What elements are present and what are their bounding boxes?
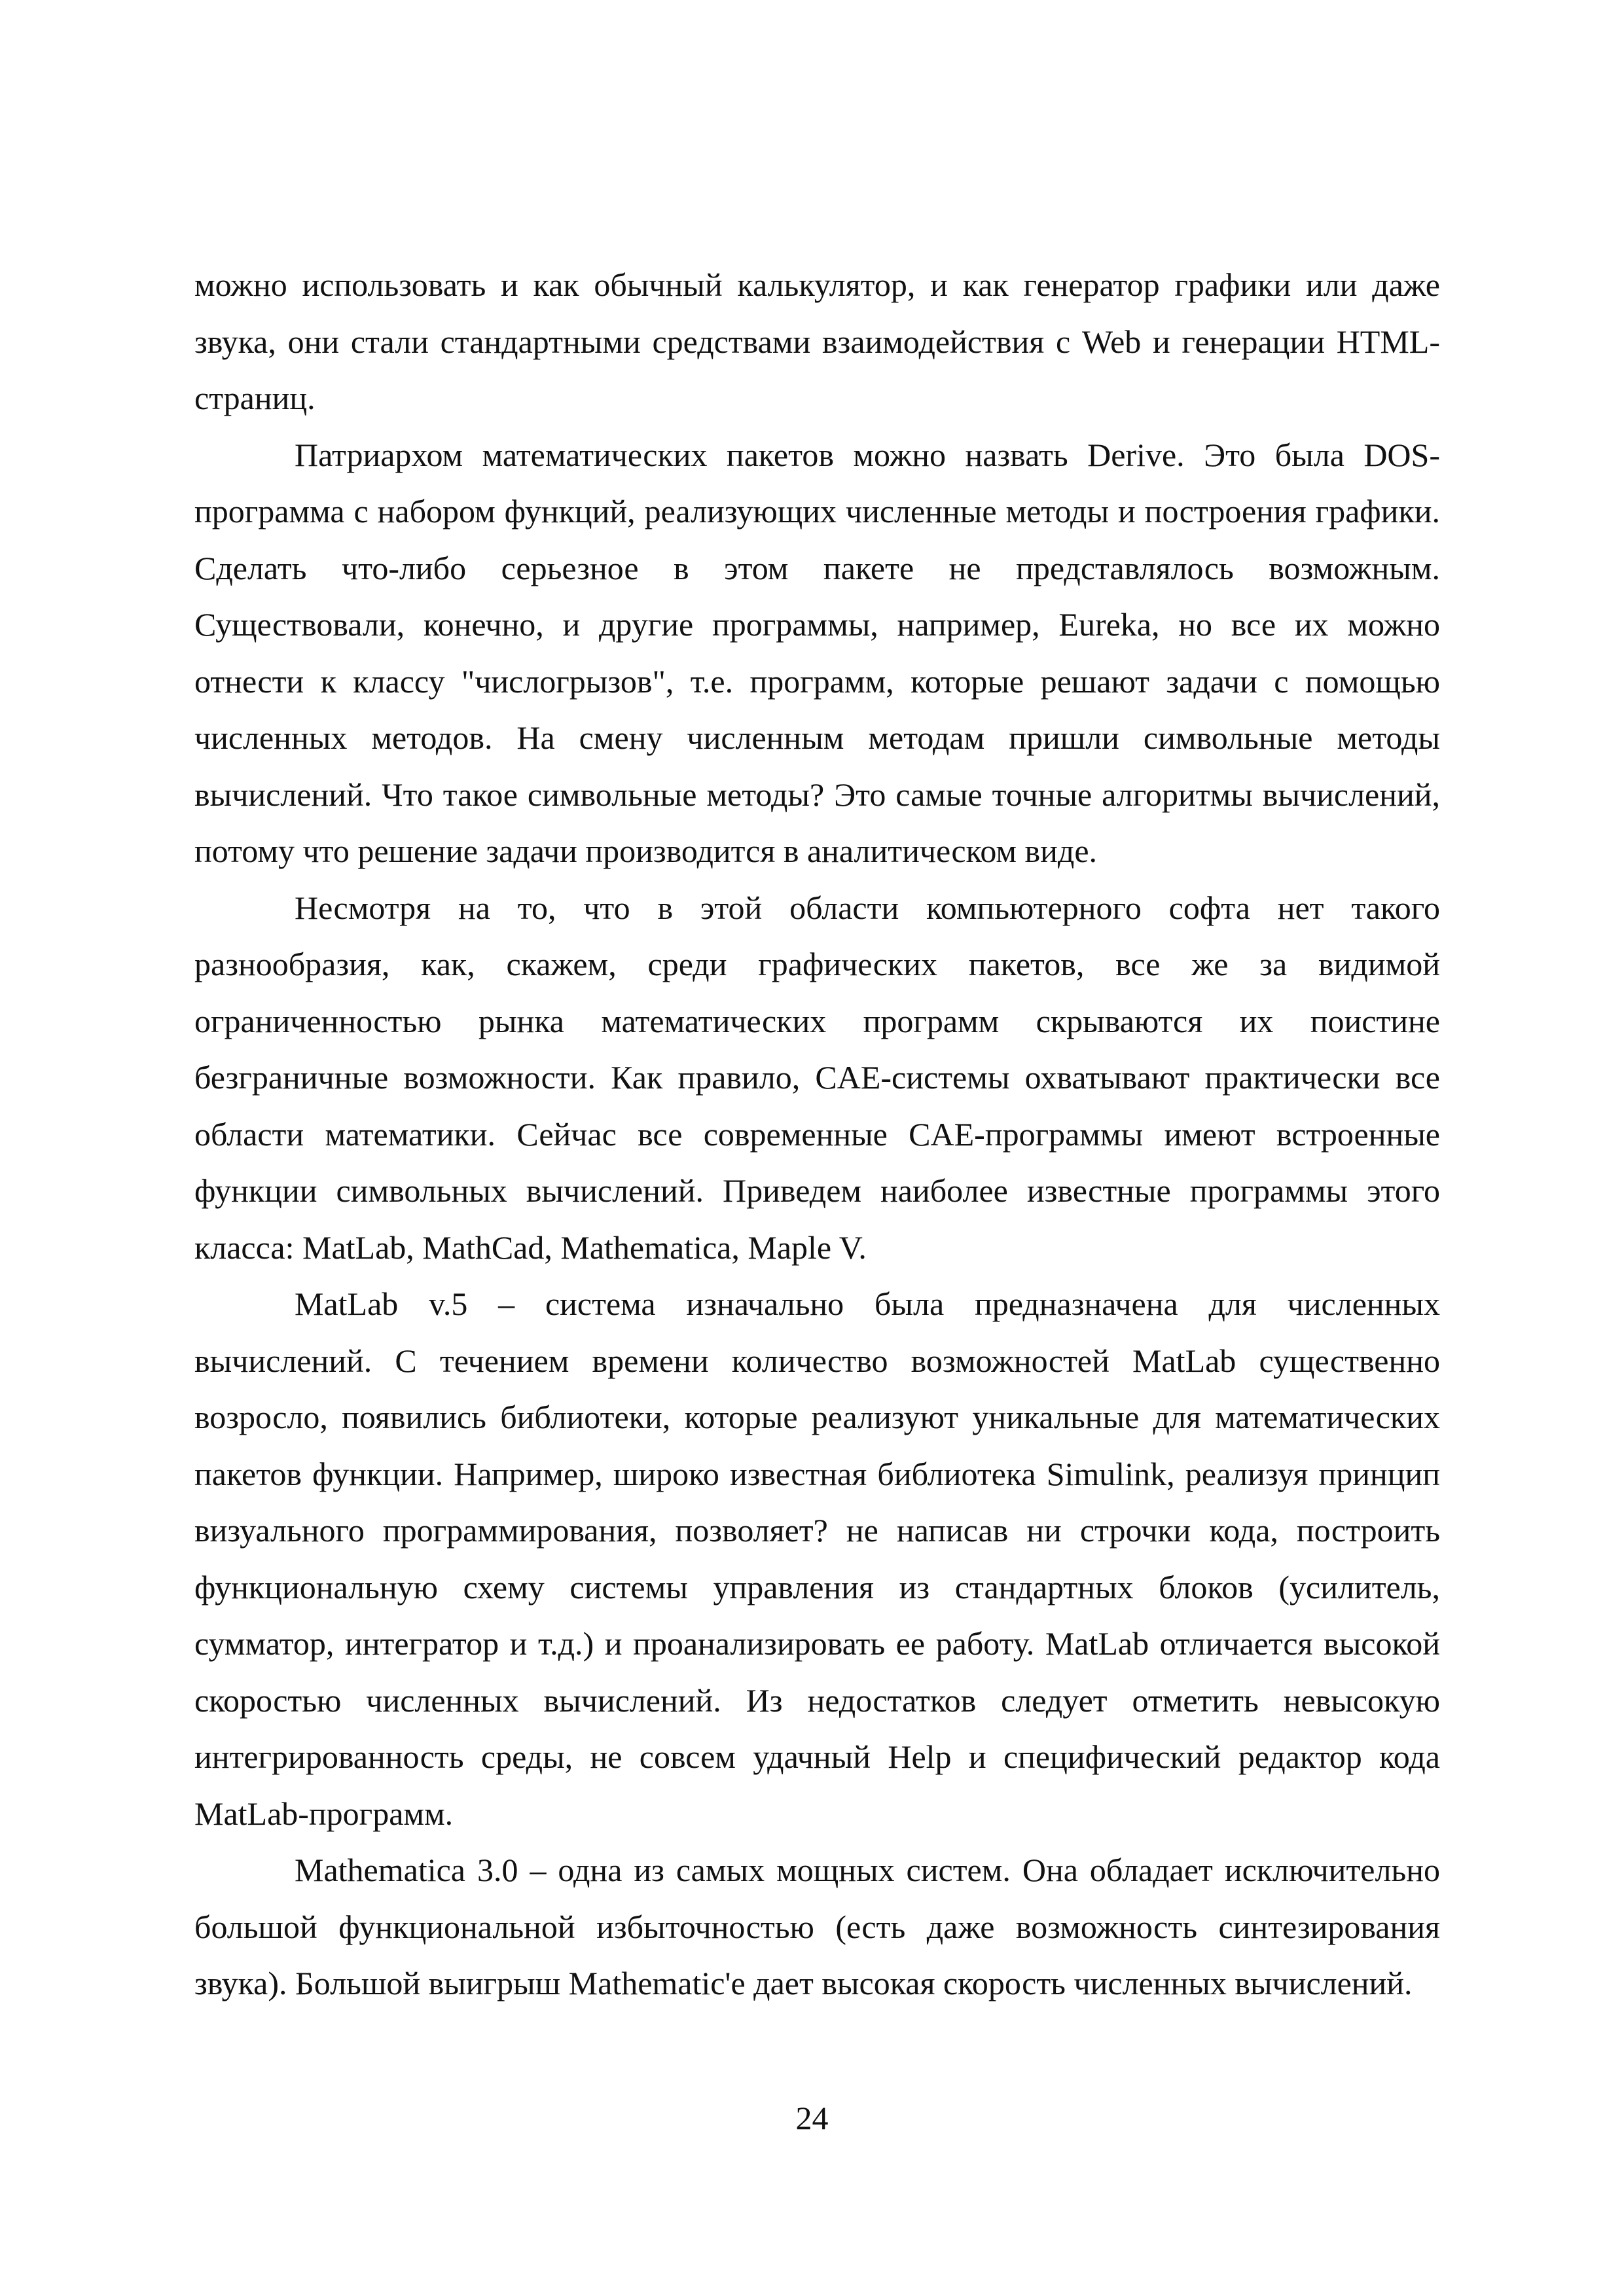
paragraph-derive: Патриархом математических пакетов можно назвать Derive. Это была DOS-программа с набором функций, реализующих численные методы и построения графики. Сделать что-либо серьезное в этом пакете не представлялось возможным. Существовали, конечно, и другие программы, например, Eureka, но все их можно отнести к классу "числогрызов", т.е. программ, которые решают задачи с помощью численных методов. На смену численным методам пришли символьные методы вычислений. Что такое символьные методы? Это самые точные алгоритмы вычислений, потому что решение задачи производится в аналитическом виде.	[194, 436, 1440, 869]
body-text	[194, 257, 1440, 2012]
paragraph-mathematica: Mathematica 3.0 – одна из самых мощных систем. Она обладает исключительно большой функциональной избыточностью (есть даже возможность синтезирования звука). Большой выигрыш Mathematic'e дает высокая скорость численных вычислений.	[194, 1852, 1440, 2001]
paragraph-cae-overview: Несмотря на то, что в этой области компьютерного софта нет такого разнообразия, как, скажем, среди графических пакетов, все же за видимой ограниченностью рынка математических программ скрываются их поистине безграничные возможности. Как правило, CAE-системы охватывают практически все области математики. Сейчас все современные CAE-программы имеют встроенные функции символьных вычислений. Приведем наиболее известные программы этого класса: MatLab, MathCad, Mathematica, Maple V.	[194, 889, 1440, 1266]
paragraph-continuation: можно использовать и как обычный калькулятор, и как генератор графики или даже звука, они стали стандартными средствами взаимодействия с Web и генерации HTML-страниц.	[194, 266, 1440, 416]
paragraph-matlab: MatLab v.5 – система изначально была предназначена для численных вычислений. С течением времени количество возможностей MatLab существенно возросло, появились библиотеки, которые реализуют уникальные для математических пакетов функции. Например, широко известная библиотека Simulink, реализуя принцип визуального программирования, позволяет? не написав ни строчки кода, построить функциональную схему системы управления из стандартных блоков (усилитель, сумматор, интегратор и т.д.) и проанализировать ее работу. MatLab отличается высокой скоростью численных вычислений. Из недостатков следует отметить невысокую интегрированность среды, не совсем удачный Help и специфический редактор кода MatLab-программ.	[194, 1285, 1440, 1832]
page-number: 24	[795, 2100, 829, 2136]
